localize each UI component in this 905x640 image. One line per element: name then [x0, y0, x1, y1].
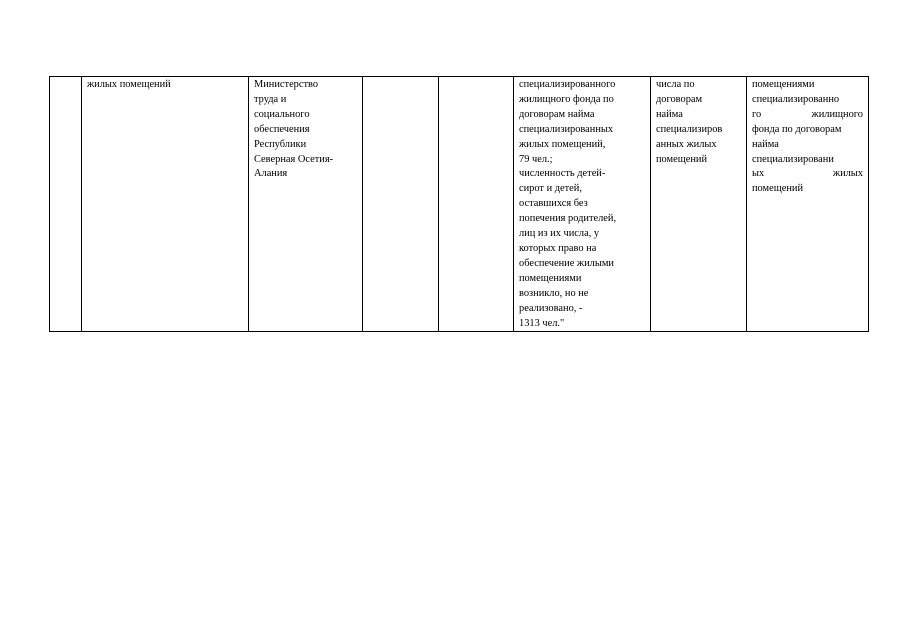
cell-number — [50, 77, 82, 332]
text-line: сирот и детей, — [519, 183, 582, 195]
text-line: Республики — [254, 138, 307, 150]
text-line: числа по — [656, 79, 695, 90]
text-line: труда и — [254, 93, 287, 105]
text-line: найма — [656, 108, 683, 120]
text-line: 1313 чел." — [519, 317, 565, 329]
text-line: специализиров — [656, 123, 723, 135]
text-line: Алания — [254, 168, 288, 180]
cell-indicator — [514, 77, 651, 332]
cell-deadline-end — [439, 77, 514, 332]
text-line: договорам — [656, 93, 703, 105]
text-line: возникло, но не — [519, 287, 589, 299]
text-line: найма — [752, 138, 779, 150]
text-line: лиц из их числа, у — [519, 228, 600, 240]
text-line: фонда по договорам — [752, 123, 842, 135]
text-line: специализировани — [752, 153, 834, 165]
text-line: обеспечения — [254, 123, 310, 135]
text-line: жилых помещений — [87, 79, 171, 90]
text-line: которых право на — [519, 242, 597, 254]
text-line: специализированно — [752, 93, 840, 105]
text-line: попечения родителей, — [519, 213, 617, 225]
text-line: анных жилых — [656, 138, 717, 150]
table-row — [50, 77, 869, 332]
text-line: помещений — [752, 183, 804, 195]
text-line: договорам найма — [519, 108, 595, 120]
text-line: численность детей- — [519, 168, 606, 180]
cell-executor — [249, 77, 363, 332]
text-line: го жилищного — [752, 108, 863, 120]
text-line: Северная Осетия- — [254, 153, 334, 165]
cell-measure-name — [82, 77, 249, 332]
text-line: помещениями — [519, 272, 582, 284]
text-line: обеспечение жилыми — [519, 257, 614, 269]
text-line: жилищного фонда по — [519, 93, 614, 105]
text-line: 79 чел.; — [519, 153, 553, 165]
text-line: помещений — [656, 153, 708, 165]
text-line: специализированного — [519, 79, 616, 90]
text-line: специализированных — [519, 123, 614, 135]
cell-note — [747, 77, 869, 332]
text-line: социального — [254, 108, 310, 120]
text-line: оставшихся без — [519, 198, 588, 210]
text-line: помещениями — [752, 79, 815, 90]
text-line: реализовано, - — [519, 302, 583, 314]
text-line: ых жилых — [752, 168, 863, 180]
text-line: Министерство — [254, 79, 319, 90]
cell-result — [651, 77, 747, 332]
text-line: жилых помещений, — [519, 138, 606, 150]
program-table — [49, 76, 869, 332]
cell-deadline-start — [363, 77, 439, 332]
